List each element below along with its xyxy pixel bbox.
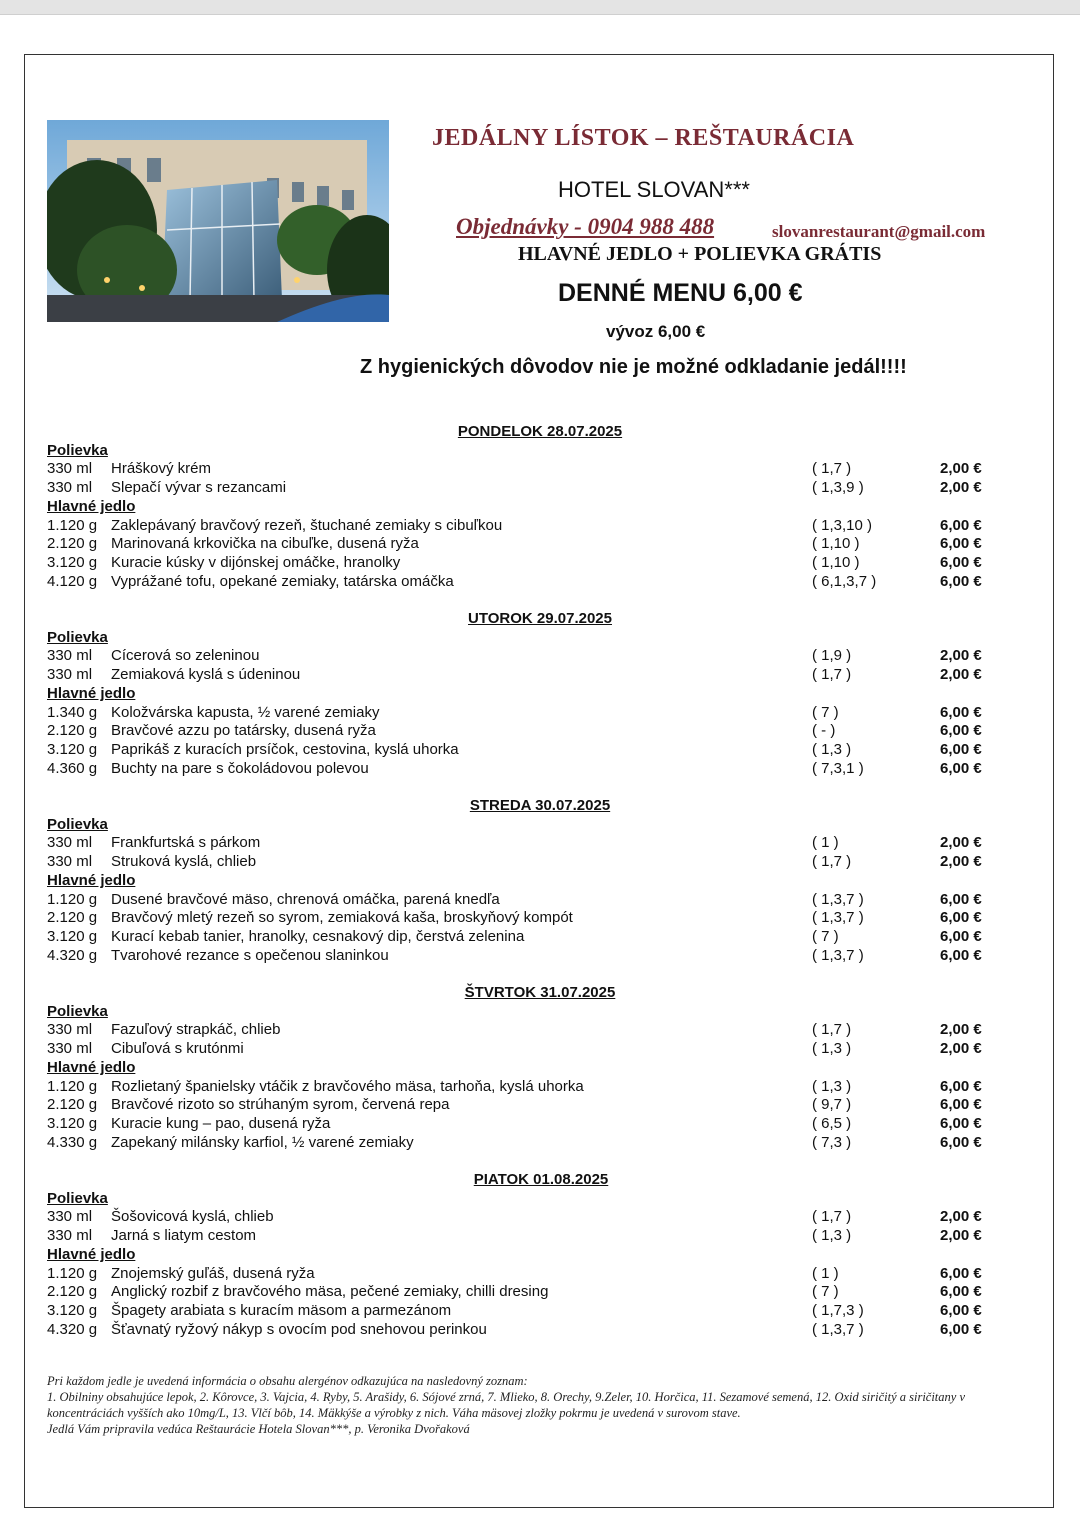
dish-price: 6,00 €: [940, 890, 982, 908]
allergen-codes: ( 1,3 ): [812, 1040, 852, 1058]
soup-category-row: [0, 1002, 1080, 1021]
main-category-row: [0, 497, 1080, 516]
portion-size: 4.320 g: [47, 946, 98, 964]
soup-category-label: Polievka: [47, 1002, 108, 1020]
allergen-codes: ( 6,5 ): [812, 1114, 852, 1132]
allergen-codes: ( 1,9 ): [812, 647, 852, 665]
dish-price: 2,00 €: [940, 666, 982, 684]
allergen-codes: ( 1,7 ): [812, 853, 852, 871]
menu-item-row: [0, 946, 1080, 965]
dish-name: Zemiaková kyslá s údeninou: [111, 666, 301, 684]
day-heading-row: [0, 609, 1080, 628]
dish-name: Slepačí vývar s rezancami: [111, 479, 287, 497]
soup-category-row: [0, 1189, 1080, 1208]
menu-item-row: [0, 1264, 1080, 1283]
dish-name: Tvarohové rezance s opečenou slaninkou: [111, 946, 389, 964]
dish-price: 2,00 €: [940, 853, 982, 871]
allergen-codes: ( 1,7 ): [812, 666, 852, 684]
dish-price: 6,00 €: [940, 516, 982, 534]
dish-price: 6,00 €: [940, 1264, 982, 1282]
allergen-codes: ( 1,3,7 ): [812, 1320, 864, 1338]
dish-price: 6,00 €: [940, 1077, 982, 1095]
menu-item-row: [0, 572, 1080, 591]
dish-name: Jarná s liatym cestom: [111, 1227, 257, 1245]
main-category-label: Hlavné jedlo: [47, 1245, 136, 1263]
dish-name: Bravčové rizoto so strúhaným syrom, červená repa: [111, 1096, 450, 1114]
dish-name: Fazuľový strapkáč, chlieb: [111, 1021, 281, 1039]
portion-size: 3.120 g: [47, 1301, 98, 1319]
portion-size: 330 ml: [47, 666, 93, 684]
portion-size: 1.120 g: [47, 1264, 98, 1282]
allergen-codes: ( 7,3 ): [812, 1133, 852, 1151]
hotel-photo: [47, 120, 389, 322]
dish-price: 6,00 €: [940, 1301, 982, 1319]
menu-item-row: [0, 1207, 1080, 1226]
allergen-codes: ( 1,3 ): [812, 1077, 852, 1095]
dish-name: Zapekaný milánsky karfiol, ½ varené zemiaky: [111, 1133, 414, 1151]
main-category-label: Hlavné jedlo: [47, 684, 136, 702]
portion-size: 4.320 g: [47, 1320, 98, 1338]
day-title: PIATOK 01.08.2025: [473, 1171, 609, 1188]
dish-price: 6,00 €: [940, 927, 982, 945]
promo-text: HLAVNÉ JEDLO + POLIEVKA GRÁTIS: [518, 243, 882, 265]
dish-name: Marinovaná krkovička na cibuľke, dusená ryža: [111, 535, 419, 553]
menu-item-row: [0, 890, 1080, 909]
allergen-codes: ( 7 ): [812, 703, 839, 721]
menu-item-row: [0, 553, 1080, 572]
main-category-label: Hlavné jedlo: [47, 871, 136, 889]
menu-item-row: [0, 1095, 1080, 1114]
soup-category-row: [0, 628, 1080, 647]
menu-item-row: [0, 459, 1080, 478]
menu-title: JEDÁLNY LÍSTOK – REŠTAURÁCIA: [432, 125, 855, 151]
menu-item-row: [0, 534, 1080, 553]
day-heading-row: [0, 422, 1080, 441]
contact-email: slovanrestaurant@gmail.com: [772, 222, 986, 241]
dish-name: Bravčový mletý rezeň so syrom, zemiaková kaša, broskyňový kompót: [111, 909, 573, 927]
dish-price: 2,00 €: [940, 460, 982, 478]
takeaway-price: vývoz 6,00 €: [606, 322, 706, 341]
dish-price: 6,00 €: [940, 535, 982, 553]
dish-price: 6,00 €: [940, 1114, 982, 1132]
portion-size: 330 ml: [47, 647, 93, 665]
portion-size: 2.120 g: [47, 1096, 98, 1114]
soup-category-label: Polievka: [47, 441, 108, 459]
menu-item-row: [0, 646, 1080, 665]
portion-size: 330 ml: [47, 834, 93, 852]
portion-size: 1.120 g: [47, 890, 98, 908]
dish-name: Dusené bravčové mäso, chrenová omáčka, parená knedľa: [111, 890, 500, 908]
main-category-row: [0, 1245, 1080, 1264]
dish-name: Buchty na pare s čokoládovou polevou: [111, 759, 369, 777]
menu-item-row: [0, 1133, 1080, 1152]
hygiene-notice: Z hygienických dôvodov nie je možné odkladanie jedál!!!!: [360, 356, 907, 378]
dish-price: 6,00 €: [940, 553, 982, 571]
portion-size: 330 ml: [47, 1227, 93, 1245]
soup-category-label: Polievka: [47, 815, 108, 833]
main-category-label: Hlavné jedlo: [47, 1058, 136, 1076]
daily-menu-price: DENNÉ MENU 6,00 €: [558, 279, 803, 307]
dish-price: 6,00 €: [940, 740, 982, 758]
day-title: UTOROK 29.07.2025: [468, 610, 612, 627]
portion-size: 4.120 g: [47, 572, 98, 590]
portion-size: 3.120 g: [47, 553, 98, 571]
soup-category-label: Polievka: [47, 628, 108, 646]
allergen-codes: ( - ): [812, 722, 836, 740]
main-category-row: [0, 871, 1080, 890]
dish-price: 6,00 €: [940, 759, 982, 777]
portion-size: 2.120 g: [47, 722, 98, 740]
dish-name: Anglický rozbif z bravčového mäsa, pečené zemiaky, chilli dresing: [111, 1283, 549, 1301]
allergen-codes: ( 7 ): [812, 927, 839, 945]
dish-name: Kurací kebab tanier, hranolky, cesnakový dip, čerstvá zelenina: [111, 927, 525, 945]
menu-item-row: [0, 1320, 1080, 1339]
dish-price: 6,00 €: [940, 703, 982, 721]
allergen-notes: [47, 1373, 1037, 1437]
day-heading-row: [0, 796, 1080, 815]
day-heading-row: [0, 983, 1080, 1002]
menu-item-row: [0, 1077, 1080, 1096]
portion-size: 330 ml: [47, 1208, 93, 1226]
dish-price: 6,00 €: [940, 722, 982, 740]
portion-size: 330 ml: [47, 1040, 93, 1058]
allergen-intro: Pri každom jedle je uvedená informácia o obsahu alergénov odkazujúca na nasledovný zoznam:: [47, 1374, 528, 1388]
portion-size: 2.120 g: [47, 909, 98, 927]
main-category-row: [0, 1058, 1080, 1077]
portion-size: 2.120 g: [47, 1283, 98, 1301]
allergen-codes: ( 1,3 ): [812, 1227, 852, 1245]
portion-size: 1.120 g: [47, 1077, 98, 1095]
allergen-codes: ( 1,10 ): [812, 553, 860, 571]
menu-item-row: [0, 1282, 1080, 1301]
dish-price: 2,00 €: [940, 1227, 982, 1245]
portion-size: 3.120 g: [47, 740, 98, 758]
portion-size: 1.340 g: [47, 703, 98, 721]
dish-name: Šťavnatý ryžový nákyp s ovocím pod snehovou perinkou: [111, 1320, 487, 1338]
allergen-codes: ( 1,7 ): [812, 1208, 852, 1226]
menu-item-row: [0, 1301, 1080, 1320]
allergen-codes: ( 1,7 ): [812, 1021, 852, 1039]
menu-item-row: [0, 759, 1080, 778]
dish-name: Šošovicová kyslá, chlieb: [111, 1208, 274, 1226]
allergen-list: 1. Obilniny obsahujúce lepok, 2. Kôrovce, 3. Vajcia, 4. Ryby, 5. Arašidy, 6. Sójové zrná, 7. Mlieko, 8. Orechy, 9.Zeler, 10. Horčica, 11. Sezamové semená, 12. Oxid siričitý a siričitany v koncentráciách vyšších ako 10mg/L, 13. Vlčí bôb, 14. Mäkkýše a výrobky z nich. Váha mäsovej zložky pokrmu je uvedená v surovom stave.: [47, 1390, 966, 1420]
menu-item-row: [0, 478, 1080, 497]
order-phone: Objednávky - 0904 988 488: [456, 214, 715, 239]
allergen-codes: ( 9,7 ): [812, 1096, 852, 1114]
portion-size: 330 ml: [47, 479, 93, 497]
dish-price: 6,00 €: [940, 909, 982, 927]
menu-item-row: [0, 908, 1080, 927]
menu-item-row: [0, 1020, 1080, 1039]
main-category-label: Hlavné jedlo: [47, 497, 136, 515]
allergen-codes: ( 1,3 ): [812, 740, 852, 758]
menu-item-row: [0, 1039, 1080, 1058]
dish-name: Hráškový krém: [111, 460, 212, 478]
menu-item-row: [0, 740, 1080, 759]
dish-price: 2,00 €: [940, 647, 982, 665]
dish-name: Koložvárska kapusta, ½ varené zemiaky: [111, 703, 380, 721]
dish-name: Kuracie kúsky v dijónskej omáčke, hranolky: [111, 553, 401, 571]
menu-item-row: [0, 516, 1080, 535]
portion-size: 4.360 g: [47, 759, 98, 777]
dish-name: Cibuľová s krutónmi: [111, 1040, 244, 1058]
allergen-codes: ( 6,1,3,7 ): [812, 572, 877, 590]
dish-name: Paprikáš z kuracích prsíčok, cestovina, kyslá uhorka: [111, 740, 459, 758]
dish-name: Vyprážané tofu, opekané zemiaky, tatárska omáčka: [111, 572, 454, 590]
dish-price: 2,00 €: [940, 1021, 982, 1039]
dish-name: Cícerová so zeleninou: [111, 647, 260, 665]
dish-name: Špagety arabiata s kuracím mäsom a parmezánom: [111, 1301, 452, 1319]
portion-size: 1.120 g: [47, 516, 98, 534]
dish-name: Struková kyslá, chlieb: [111, 853, 257, 871]
portion-size: 4.330 g: [47, 1133, 98, 1151]
dish-price: 2,00 €: [940, 1208, 982, 1226]
allergen-codes: ( 7 ): [812, 1283, 839, 1301]
dish-price: 2,00 €: [940, 1040, 982, 1058]
menu-item-row: [0, 833, 1080, 852]
dish-price: 6,00 €: [940, 946, 982, 964]
menu-item-row: [0, 1114, 1080, 1133]
dish-price: 6,00 €: [940, 1283, 982, 1301]
soup-category-row: [0, 441, 1080, 460]
portion-size: 330 ml: [47, 1021, 93, 1039]
day-title: STREDA 30.07.2025: [469, 797, 611, 814]
allergen-codes: ( 1,3,7 ): [812, 909, 864, 927]
allergen-codes: ( 1,3,7 ): [812, 946, 864, 964]
menu-item-row: [0, 703, 1080, 722]
allergen-codes: ( 1 ): [812, 834, 839, 852]
dish-name: Kuracie kung – pao, dusená ryža: [111, 1114, 331, 1132]
portion-size: 2.120 g: [47, 535, 98, 553]
dish-name: Bravčové azzu po tatársky, dusená ryža: [111, 722, 376, 740]
main-category-row: [0, 684, 1080, 703]
menu-item-row: [0, 1226, 1080, 1245]
allergen-codes: ( 1,3,7 ): [812, 890, 864, 908]
dish-name: Zaklepávaný bravčový rezeň, štuchané zemiaky s cibuľkou: [111, 516, 503, 534]
day-title: ŠTVRTOK 31.07.2025: [464, 984, 616, 1001]
dish-price: 2,00 €: [940, 479, 982, 497]
dish-price: 6,00 €: [940, 1133, 982, 1151]
dish-price: 6,00 €: [940, 1320, 982, 1338]
soup-category-label: Polievka: [47, 1189, 108, 1207]
allergen-codes: ( 1,10 ): [812, 535, 860, 553]
allergen-codes: ( 1,7,3 ): [812, 1301, 864, 1319]
hotel-name: HOTEL SLOVAN***: [558, 177, 750, 202]
portion-size: 3.120 g: [47, 1114, 98, 1132]
soup-category-row: [0, 815, 1080, 834]
portion-size: 3.120 g: [47, 927, 98, 945]
portion-size: 330 ml: [47, 460, 93, 478]
dish-name: Znojemský guľáš, dusená ryža: [111, 1264, 315, 1282]
allergen-codes: ( 7,3,1 ): [812, 759, 864, 777]
day-title: PONDELOK 28.07.2025: [457, 423, 623, 440]
allergen-codes: ( 1,3,9 ): [812, 479, 864, 497]
menu-item-row: [0, 665, 1080, 684]
allergen-codes: ( 1 ): [812, 1264, 839, 1282]
prepared-by: Jedlá Vám pripravila vedúca Reštaurácie Hotela Slovan***, p. Veronika Dvořaková: [47, 1422, 470, 1436]
dish-price: 6,00 €: [940, 572, 982, 590]
dish-price: 2,00 €: [940, 834, 982, 852]
browser-top-bar: [0, 0, 1080, 15]
day-heading-row: [0, 1170, 1080, 1189]
dish-name: Frankfurtská s párkom: [111, 834, 261, 852]
menu-item-row: [0, 927, 1080, 946]
portion-size: 330 ml: [47, 853, 93, 871]
menu-item-row: [0, 852, 1080, 871]
dish-price: 6,00 €: [940, 1096, 982, 1114]
allergen-codes: ( 1,3,10 ): [812, 516, 873, 534]
dish-name: Rozlietaný španielsky vtáčik z bravčového mäsa, tarhoňa, kyslá uhorka: [111, 1077, 584, 1095]
allergen-codes: ( 1,7 ): [812, 460, 852, 478]
menu-item-row: [0, 721, 1080, 740]
